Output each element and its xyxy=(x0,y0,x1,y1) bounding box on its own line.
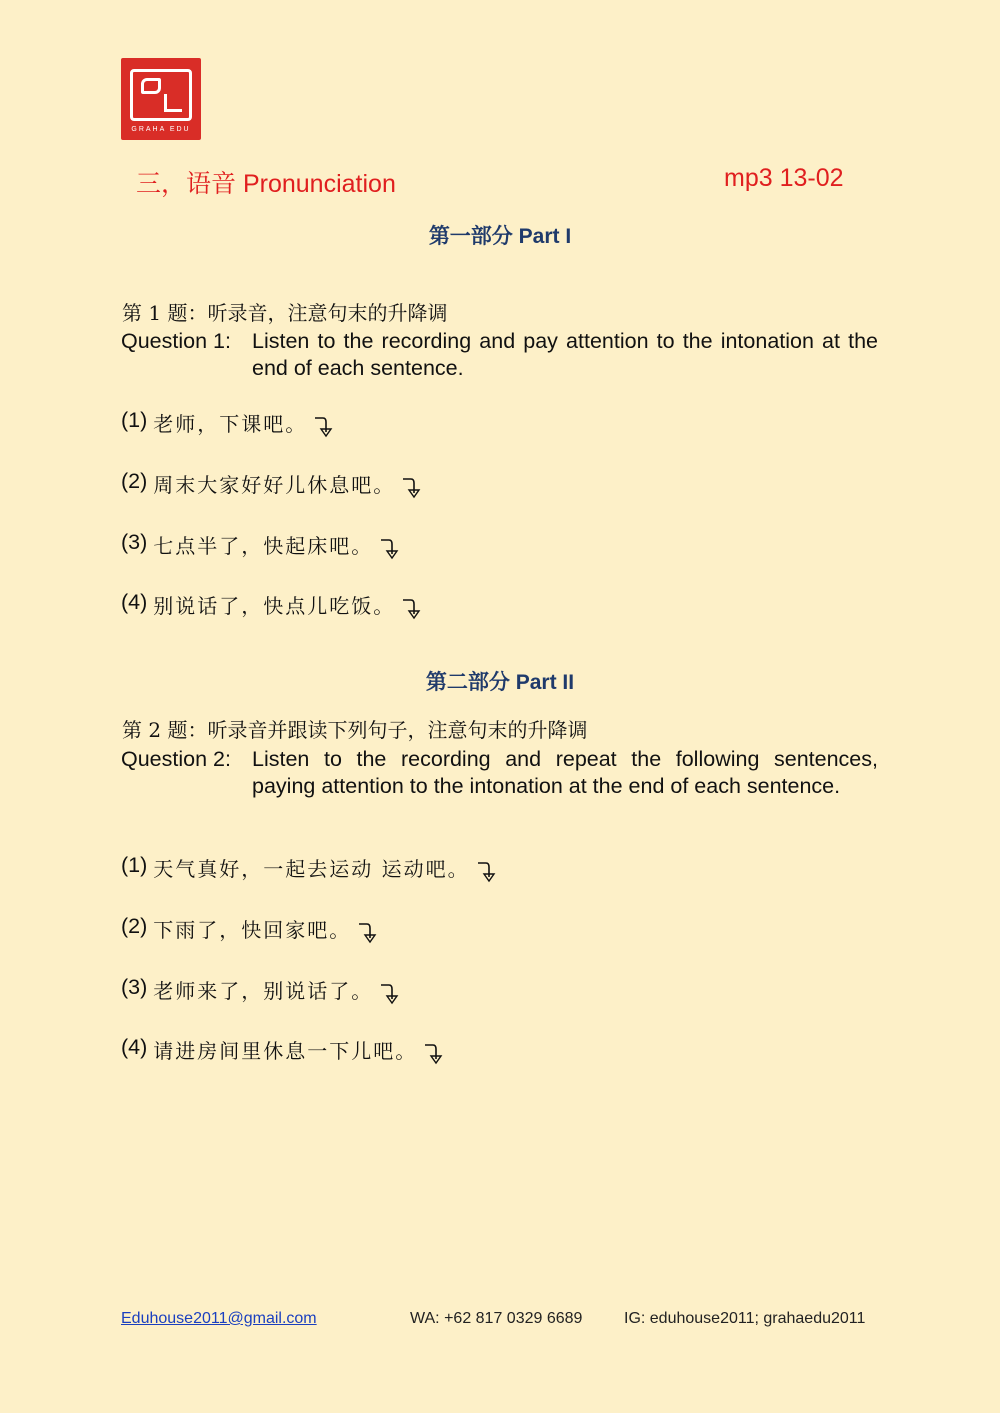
part1-sentence-3 xyxy=(121,530,401,560)
sentence-number: (1) xyxy=(121,853,148,877)
falling-intonation-arrow-icon xyxy=(379,536,401,560)
falling-intonation-arrow-icon xyxy=(401,596,423,620)
question2-en xyxy=(121,746,878,800)
sentence-text: 老师来了，别说话了。 xyxy=(153,979,374,1003)
falling-intonation-arrow-icon xyxy=(357,920,379,944)
part2-heading-zh: 第二部分 xyxy=(425,669,510,694)
sentence-text: 七点半了，快起床吧。 xyxy=(153,534,374,558)
part2-sentence-1 xyxy=(121,853,498,883)
part1-heading-en: Part I xyxy=(518,225,572,248)
sentence-number: (2) xyxy=(121,469,148,493)
question2-label: Question 2: xyxy=(121,747,231,771)
footer-whatsapp: WA: +62 817 0329 6689 xyxy=(410,1310,583,1327)
part1-heading xyxy=(0,220,1000,250)
sentence-number: (4) xyxy=(121,590,148,614)
question2-text: Listen to the recording and repeat the following sentences, paying attention to the intonation at the end of each sentence. xyxy=(252,747,878,798)
sentence-text: 老师，下课吧。 xyxy=(153,412,308,436)
part2-heading-en: Part II xyxy=(515,671,575,694)
sentence-number: (2) xyxy=(121,914,148,938)
part2-heading xyxy=(0,666,1000,696)
sentence-text: 别说话了，快点儿吃饭。 xyxy=(153,594,396,618)
part2-sentence-3 xyxy=(121,975,401,1005)
logo xyxy=(121,58,201,140)
part2-sentence-4 xyxy=(121,1035,445,1065)
sentence-number: (3) xyxy=(121,530,148,554)
falling-intonation-arrow-icon xyxy=(401,475,423,499)
sentence-text: 下雨了，快回家吧。 xyxy=(153,918,352,942)
sentence-text: 周末大家好好儿休息吧。 xyxy=(153,473,396,497)
sentence-number: (3) xyxy=(121,975,148,999)
part2-sentence-2 xyxy=(121,914,379,944)
logo-mark-icon xyxy=(130,69,192,121)
footer-email-link[interactable]: Eduhouse2011@gmail.com xyxy=(121,1310,317,1327)
section-title xyxy=(136,164,396,200)
question1-text: Listen to the recording and pay attention to the intonation at the end of each sentence. xyxy=(252,329,878,380)
falling-intonation-arrow-icon xyxy=(476,859,498,883)
question1-label: Question 1: xyxy=(121,329,231,353)
footer-instagram: IG: eduhouse2011; grahaedu2011 xyxy=(624,1310,866,1327)
sentence-number: (1) xyxy=(121,408,148,432)
part1-heading-zh: 第一部分 xyxy=(428,223,513,248)
sentence-text: 天气真好，一起去运动 运动吧。 xyxy=(153,857,470,881)
falling-intonation-arrow-icon xyxy=(423,1041,445,1065)
falling-intonation-arrow-icon xyxy=(379,981,401,1005)
question1-en xyxy=(121,328,878,382)
question1-zh: 第 1 题：听录音，注意句末的升降调 xyxy=(122,301,448,325)
sentence-number: (4) xyxy=(121,1035,148,1059)
section-title-zh: 三，语音 xyxy=(136,169,237,198)
logo-tagline: GRAHA EDU xyxy=(131,126,191,133)
question2-zh: 第 2 题：听录音并跟读下列句子，注意句末的升降调 xyxy=(122,718,588,742)
sentence-text: 请进房间里休息一下儿吧。 xyxy=(153,1039,418,1063)
part1-sentence-2 xyxy=(121,469,423,499)
part1-sentence-4 xyxy=(121,590,423,620)
part1-sentence-1 xyxy=(121,408,335,438)
falling-intonation-arrow-icon xyxy=(313,414,335,438)
mp3-track-label: mp3 13-02 xyxy=(724,164,844,192)
section-title-en: Pronunciation xyxy=(242,170,396,198)
